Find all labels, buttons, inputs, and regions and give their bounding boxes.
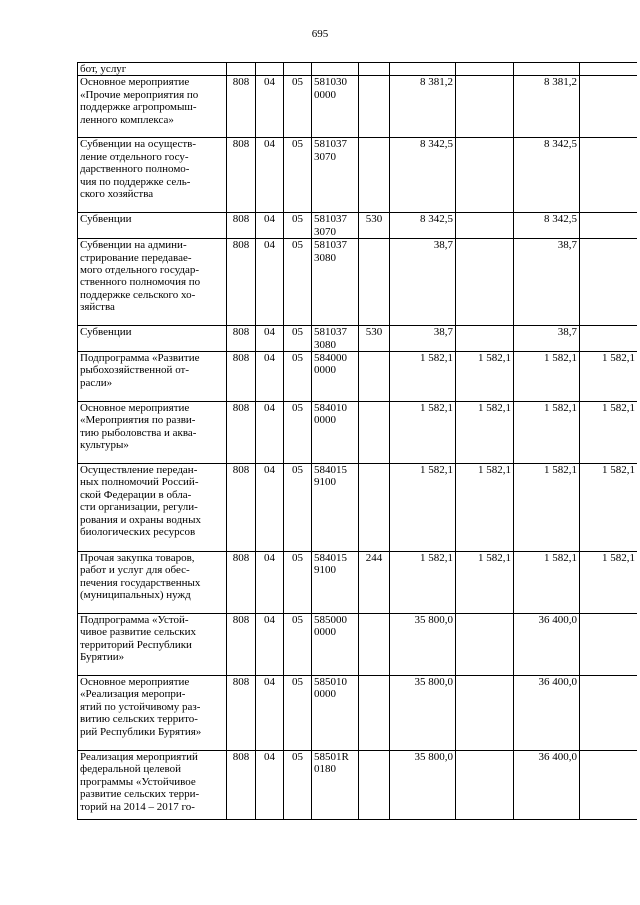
table-row xyxy=(78,614,638,676)
subsection-code-cell: 05 xyxy=(284,138,312,213)
ministry-code-cell: 808 xyxy=(227,213,256,239)
section-code-cell: 04 xyxy=(256,76,284,138)
amount-cell: 35 800,0 xyxy=(390,676,456,751)
section-code-cell: 04 xyxy=(256,213,284,239)
table-row xyxy=(78,464,638,552)
target-article-cell: 585010 0000 xyxy=(312,676,359,751)
amount-cell xyxy=(580,76,638,138)
amount-cell: 35 800,0 xyxy=(390,614,456,676)
subsection-code-cell: 05 xyxy=(284,352,312,402)
expense-type-cell: 530 xyxy=(359,326,390,352)
table-row xyxy=(78,326,638,352)
amount-cell: 8 381,2 xyxy=(514,76,580,138)
amount-cell xyxy=(514,63,580,76)
amount-cell xyxy=(580,676,638,751)
expense-type-cell xyxy=(359,464,390,552)
target-article-cell: 581037 3080 xyxy=(312,326,359,352)
target-article-cell: 58501R 0180 xyxy=(312,751,359,820)
section-code-cell: 04 xyxy=(256,751,284,820)
amount-cell: 35 800,0 xyxy=(390,751,456,820)
amount-cell: 38,7 xyxy=(514,326,580,352)
row-name-cell: Субвенции xyxy=(78,326,227,352)
page-number: 695 xyxy=(311,28,329,40)
amount-cell: 38,7 xyxy=(390,239,456,326)
amount-cell: 1 582,1 xyxy=(390,552,456,614)
row-name-cell: Подпрограмма «Устой- чивое развитие сельских территорий Республики Бурятии» xyxy=(78,614,227,676)
amount-cell xyxy=(456,676,514,751)
amount-cell: 1 582,1 xyxy=(456,402,514,464)
subsection-code-cell: 05 xyxy=(284,239,312,326)
table-row xyxy=(78,138,638,213)
budget-table xyxy=(77,62,637,820)
amount-cell xyxy=(580,138,638,213)
row-name-cell: бот, услуг xyxy=(78,63,227,76)
subsection-code-cell: 05 xyxy=(284,614,312,676)
row-name-cell: Субвенции xyxy=(78,213,227,239)
row-name-cell: Прочая закупка товаров, работ и услуг для обес- печения государственных (муниципальных) нужд xyxy=(78,552,227,614)
amount-cell xyxy=(456,138,514,213)
amount-cell xyxy=(580,63,638,76)
ministry-code-cell: 808 xyxy=(227,676,256,751)
amount-cell: 1 582,1 xyxy=(514,552,580,614)
subsection-code-cell: 05 xyxy=(284,464,312,552)
subsection-code-cell: 05 xyxy=(284,751,312,820)
section-code-cell: 04 xyxy=(256,402,284,464)
amount-cell xyxy=(456,326,514,352)
section-code-cell: 04 xyxy=(256,352,284,402)
amount-cell: 1 582,1 xyxy=(514,402,580,464)
amount-cell xyxy=(456,239,514,326)
amount-cell: 36 400,0 xyxy=(514,676,580,751)
ministry-code-cell: 808 xyxy=(227,138,256,213)
section-code-cell: 04 xyxy=(256,464,284,552)
amount-cell: 1 582,1 xyxy=(390,352,456,402)
ministry-code-cell: 808 xyxy=(227,326,256,352)
amount-cell: 38,7 xyxy=(514,239,580,326)
subsection-code-cell: 05 xyxy=(284,402,312,464)
section-code-cell: 04 xyxy=(256,676,284,751)
amount-cell xyxy=(456,213,514,239)
ministry-code-cell xyxy=(227,63,256,76)
expense-type-cell xyxy=(359,138,390,213)
section-code-cell: 04 xyxy=(256,239,284,326)
amount-cell: 1 582,1 xyxy=(580,552,638,614)
row-name-cell: Осуществление передан- ных полномочий Россий- ской Федерации в обла- сти организации, регули- рования и охраны водных биологических ресурсов xyxy=(78,464,227,552)
amount-cell: 8 342,5 xyxy=(390,138,456,213)
amount-cell: 8 342,5 xyxy=(514,213,580,239)
ministry-code-cell: 808 xyxy=(227,402,256,464)
subsection-code-cell: 05 xyxy=(284,552,312,614)
amount-cell: 1 582,1 xyxy=(580,464,638,552)
amount-cell: 1 582,1 xyxy=(580,352,638,402)
expense-type-cell xyxy=(359,402,390,464)
amount-cell: 1 582,1 xyxy=(456,552,514,614)
amount-cell: 1 582,1 xyxy=(514,464,580,552)
target-article-cell: 581037 3080 xyxy=(312,239,359,326)
amount-cell xyxy=(456,76,514,138)
target-article-cell: 584000 0000 xyxy=(312,352,359,402)
subsection-code-cell: 05 xyxy=(284,213,312,239)
amount-cell: 8 381,2 xyxy=(390,76,456,138)
amount-cell: 8 342,5 xyxy=(514,138,580,213)
row-name-cell: Основное мероприятие «Прочие мероприятия по поддержке агропромыш- ленного комплекса» xyxy=(78,76,227,138)
amount-cell xyxy=(580,239,638,326)
target-article-cell: 581037 3070 xyxy=(312,138,359,213)
expense-type-cell xyxy=(359,239,390,326)
ministry-code-cell: 808 xyxy=(227,552,256,614)
expense-type-cell xyxy=(359,614,390,676)
budget-table-body xyxy=(78,63,638,820)
ministry-code-cell: 808 xyxy=(227,352,256,402)
ministry-code-cell: 808 xyxy=(227,239,256,326)
subsection-code-cell xyxy=(284,63,312,76)
amount-cell xyxy=(456,63,514,76)
row-name-cell: Подпрограмма «Развитие рыбохозяйственной от- расли» xyxy=(78,352,227,402)
table-row xyxy=(78,76,638,138)
amount-cell xyxy=(456,751,514,820)
table-row xyxy=(78,751,638,820)
target-article-cell: 581030 0000 xyxy=(312,76,359,138)
row-name-cell: Основное мероприятие «Мероприятия по разви- тию рыболовства и аква- культуры» xyxy=(78,402,227,464)
row-name-cell: Реализация мероприятий федеральной целевой программы «Устойчивое развитие сельских терри- торий на 2014 – 2017 го- xyxy=(78,751,227,820)
amount-cell: 1 582,1 xyxy=(514,352,580,402)
table-row xyxy=(78,63,638,76)
table-row xyxy=(78,402,638,464)
table-row xyxy=(78,552,638,614)
expense-type-cell xyxy=(359,676,390,751)
table-row xyxy=(78,213,638,239)
target-article-cell: 581037 3070 xyxy=(312,213,359,239)
target-article-cell: 585000 0000 xyxy=(312,614,359,676)
amount-cell: 36 400,0 xyxy=(514,614,580,676)
subsection-code-cell: 05 xyxy=(284,76,312,138)
expense-type-cell: 244 xyxy=(359,552,390,614)
amount-cell xyxy=(456,614,514,676)
expense-type-cell xyxy=(359,76,390,138)
amount-cell: 1 582,1 xyxy=(390,402,456,464)
amount-cell xyxy=(390,63,456,76)
amount-cell: 1 582,1 xyxy=(456,464,514,552)
expense-type-cell: 530 xyxy=(359,213,390,239)
amount-cell: 8 342,5 xyxy=(390,213,456,239)
amount-cell: 1 582,1 xyxy=(580,402,638,464)
amount-cell xyxy=(580,213,638,239)
section-code-cell: 04 xyxy=(256,326,284,352)
section-code-cell xyxy=(256,63,284,76)
target-article-cell: 584015 9100 xyxy=(312,464,359,552)
subsection-code-cell: 05 xyxy=(284,326,312,352)
section-code-cell: 04 xyxy=(256,138,284,213)
ministry-code-cell: 808 xyxy=(227,751,256,820)
amount-cell: 38,7 xyxy=(390,326,456,352)
amount-cell xyxy=(580,326,638,352)
row-name-cell: Субвенции на админи- стрирование передавае- мого отдельного государ- ственного полномочия по поддержке сельского хо- зяйства xyxy=(78,239,227,326)
amount-cell xyxy=(580,614,638,676)
amount-cell: 1 582,1 xyxy=(390,464,456,552)
row-name-cell: Основное мероприятие «Реализация меропри- ятий по устойчивому раз- витию сельских террито- рий Республики Бурятия» xyxy=(78,676,227,751)
expense-type-cell xyxy=(359,63,390,76)
expense-type-cell xyxy=(359,751,390,820)
ministry-code-cell: 808 xyxy=(227,614,256,676)
expense-type-cell xyxy=(359,352,390,402)
target-article-cell: 584015 9100 xyxy=(312,552,359,614)
amount-cell: 36 400,0 xyxy=(514,751,580,820)
table-row xyxy=(78,352,638,402)
table-row xyxy=(78,676,638,751)
section-code-cell: 04 xyxy=(256,552,284,614)
amount-cell xyxy=(580,751,638,820)
target-article-cell: 584010 0000 xyxy=(312,402,359,464)
section-code-cell: 04 xyxy=(256,614,284,676)
row-name-cell: Субвенции на осуществ- ление отдельного госу- дарственного полномо- чия по поддержке сель- ского хозяйства xyxy=(78,138,227,213)
subsection-code-cell: 05 xyxy=(284,676,312,751)
ministry-code-cell: 808 xyxy=(227,464,256,552)
table-row xyxy=(78,239,638,326)
amount-cell: 1 582,1 xyxy=(456,352,514,402)
ministry-code-cell: 808 xyxy=(227,76,256,138)
target-article-cell xyxy=(312,63,359,76)
